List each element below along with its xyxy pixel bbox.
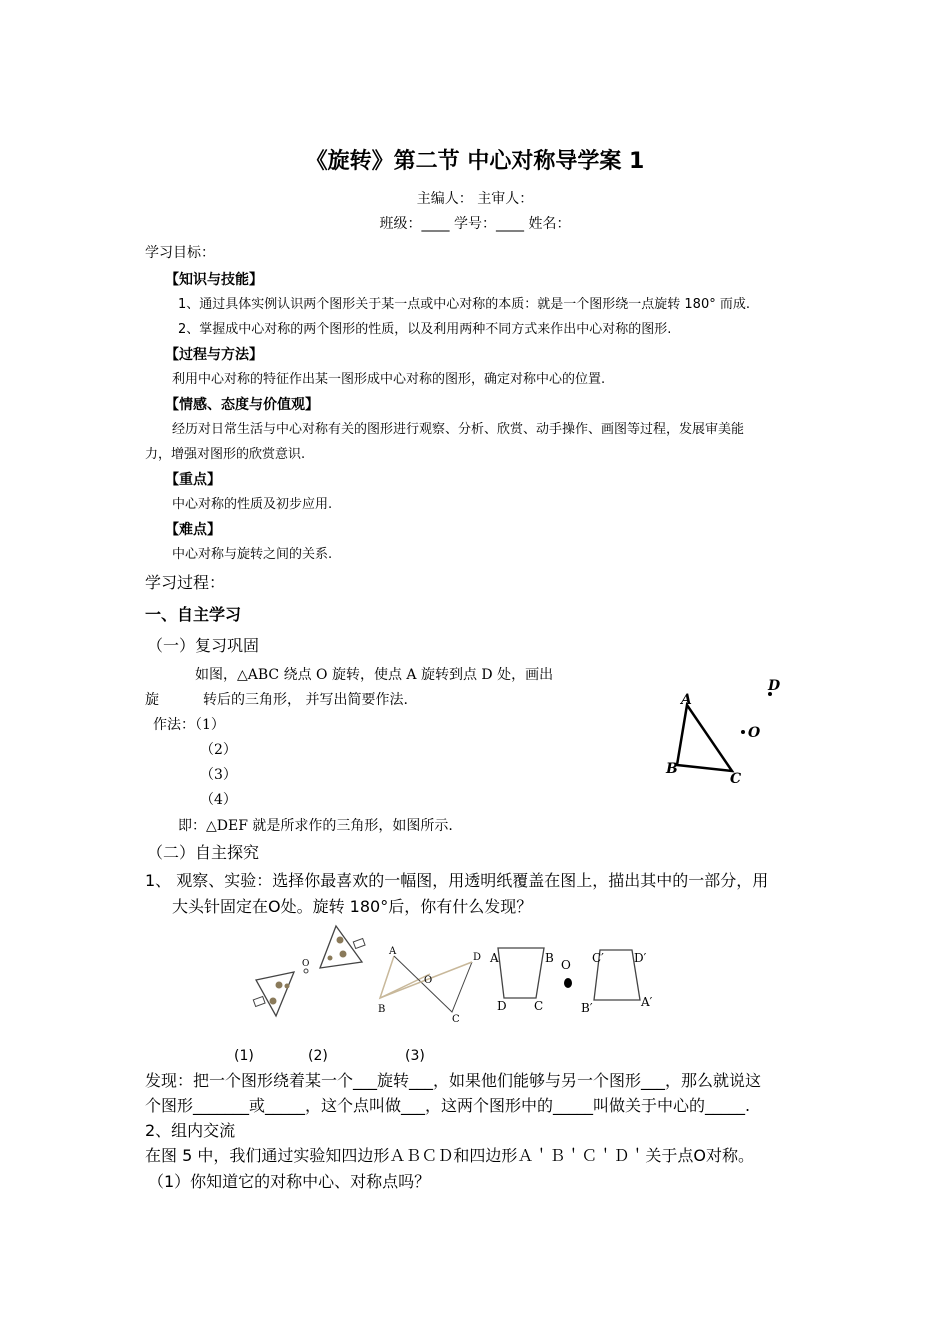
emotion-heading: 【情感、态度与价值观】: [165, 397, 319, 413]
caption-3: (3): [405, 1048, 425, 1064]
knowledge-heading: 【知识与技能】: [165, 272, 263, 288]
caption-1: (1): [234, 1048, 254, 1064]
svg-text:A: A: [389, 946, 397, 957]
review-text-line-2: 转后的三角形， 并写出简要作法.: [203, 692, 408, 708]
review-text-line-1: 如图，△ABC 绕点 O 旋转，使点 A 旋转到点 D 处，画出: [195, 667, 554, 683]
svg-text:D′: D′: [634, 951, 647, 965]
svg-text:B: B: [378, 1004, 386, 1015]
emotion-text-line-1: 经历对日常生活与中心对称有关的图形进行观察、分析、欣赏、动手操作、画图等过程，发展审美能: [172, 422, 745, 437]
review-text-rotate: 旋: [145, 692, 159, 708]
figure-2-zigzag: [372, 940, 492, 1025]
svg-text:D: D: [473, 952, 482, 963]
label-o: O: [748, 725, 761, 741]
emotion-text-line-2: 力，增强对图形的欣赏意识.: [145, 447, 306, 462]
label-b: B: [666, 761, 678, 777]
svg-text:C: C: [534, 999, 544, 1013]
item-1-line-1: 1、 观察、实验：选择你最喜欢的一幅图，用透明纸覆盖在图上，描出其中的一部分，用: [145, 871, 769, 890]
point-o: [741, 730, 745, 734]
svg-text:C′: C′: [592, 951, 604, 965]
triangle-abc: [677, 705, 732, 771]
knowledge-item-1: 1、通过具体实例认识两个图形关于某一点或中心对称的本质：就是一个图形绕一点旋转 180° 而成.: [178, 297, 750, 312]
svg-text:O: O: [424, 975, 433, 986]
process-method-text: 利用中心对称的特征作出某一图形成中心对称的图形，确定对称中心的位置.: [172, 372, 606, 387]
review-heading: （一）复习巩固: [147, 636, 260, 655]
item-2-heading: 2、组内交流: [145, 1121, 236, 1140]
method-conclusion: 即：△DEF 就是所求作的三角形，如图所示.: [178, 818, 453, 834]
method-step-2: （2）: [200, 742, 237, 758]
student-info-line: 班级：____ 学号：____ 姓名：: [379, 216, 571, 232]
difficulty-heading: 【难点】: [165, 522, 221, 538]
item-2-text: 在图 5 中，我们通过实验知四边形ＡＢＣＤ和四边形Ａ＇Ｂ＇Ｃ＇Ｄ＇关于点O对称。: [145, 1146, 754, 1165]
key-point-heading: 【重点】: [165, 472, 221, 488]
section-self-study: 一、自主学习: [145, 605, 242, 624]
svg-text:B′: B′: [581, 1001, 593, 1015]
page-title: 《旋转》第二节 中心对称导学案 1: [305, 149, 645, 174]
figure-1-triangles: [250, 922, 370, 1022]
method-step-3: （3）: [200, 767, 237, 783]
editors-line: 主编人： 主审人：: [416, 191, 534, 207]
item-1-line-2: 大头针固定在O处。旋转 180°后，你有什么发现？: [172, 897, 533, 916]
process-method-heading: 【过程与方法】: [165, 347, 263, 363]
figure-3-quadrilaterals: [488, 942, 658, 1014]
difficulty-text: 中心对称与旋转之间的关系.: [172, 547, 333, 562]
svg-text:O: O: [561, 958, 571, 972]
caption-2: (2): [308, 1048, 328, 1064]
label-c: C: [730, 771, 742, 787]
svg-text:D: D: [497, 999, 507, 1013]
key-point-text: 中心对称的性质及初步应用.: [172, 497, 333, 512]
finding-line-1: 发现：把一个图形绕着某一个___旋转___，如果他们能够与另一个图形___，那么就说这: [145, 1071, 762, 1090]
svg-text:A′: A′: [641, 995, 653, 1009]
method-step-1: 作法：（1）: [153, 717, 225, 733]
process-heading: 学习过程：: [145, 573, 226, 592]
label-a: A: [681, 692, 692, 708]
triangle-abc-figure: [660, 672, 790, 792]
explore-heading: （二）自主探究: [147, 843, 260, 862]
svg-text:C: C: [452, 1014, 460, 1025]
svg-text:O: O: [302, 959, 310, 969]
svg-text:B: B: [545, 951, 554, 965]
knowledge-item-2: 2、掌握成中心对称的两个图形的性质，以及利用两种不同方式来作出中心对称的图形.: [178, 322, 672, 337]
question-1: （1）你知道它的对称中心、对称点吗？: [148, 1172, 431, 1191]
method-step-4: （4）: [200, 792, 237, 808]
svg-text:A: A: [490, 951, 499, 965]
goals-heading: 学习目标：: [145, 245, 215, 261]
label-d: D: [768, 678, 781, 694]
finding-line-2: 个图形_______或_____，这个点叫做___，这两个图形中的_____叫做关于中心的_____.: [145, 1096, 751, 1115]
